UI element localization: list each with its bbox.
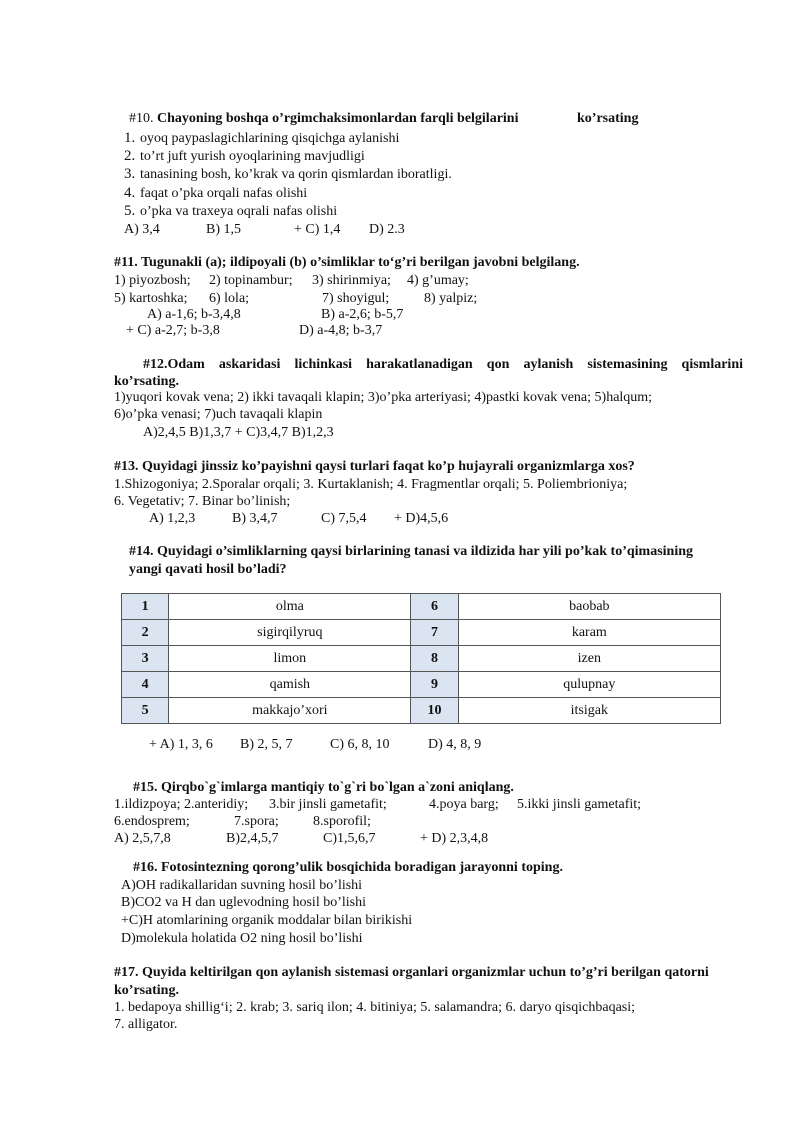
q11-option-a: A) a-1,6; b-3,4,8 <box>147 307 241 322</box>
q11-item: 4) g’umay; <box>407 273 469 288</box>
q12-options: A)2,4,5 B)1,3,7 + C)3,4,7 B)1,2,3 <box>143 425 334 440</box>
q14-option-b: B) 2, 5, 7 <box>240 737 293 752</box>
table-cell-plant: izen <box>458 646 720 672</box>
table-row <box>122 698 721 724</box>
q13-body: 6. Vegetativ; 7. Binar bo’linish; <box>114 494 291 509</box>
q12-body: 1)yuqori kovak vena; 2) ikki tavaqali klapin; 3)o’pka arteriyasi; 4)pastki kovak vena; 5)halqum; <box>114 390 653 405</box>
q17-title: #17. Quyida keltirilgan qon aylanish sistemasi organlari organizmlar uchun to’g’ri berilgan qatorni <box>114 965 709 980</box>
q11-option-c: + C) a-2,7; b-3,8 <box>126 323 220 338</box>
q12-title-cont: ko’rsating. <box>114 374 179 389</box>
q11-option-d: D) a-4,8; b-3,7 <box>299 323 383 338</box>
table-cell-plant: baobab <box>458 594 720 620</box>
q17-title-cont: ko’rsating. <box>114 983 179 998</box>
q14-title: #14. Quyidagi o’simliklarning qaysi birlarining tanasi va ildizida har yili po’kak to’qimasining <box>129 544 694 559</box>
q11-option-b: B) a-2,6; b-5,7 <box>321 307 404 322</box>
table-cell-plant: qamish <box>169 672 411 698</box>
q11-item: 6) lola; <box>209 291 250 306</box>
q12-title: #12.Odam askaridasi lichinkasi harakatlanadigan qon aylanish sistemasining qismlarini <box>143 357 743 372</box>
q13-option-b: B) 3,4,7 <box>232 511 278 526</box>
table-cell-number: 2 <box>122 620 169 646</box>
q15-option-b: B)2,4,5,7 <box>226 831 279 846</box>
table-cell-plant: qulupnay <box>458 672 720 698</box>
q15-option-a: A) 2,5,7,8 <box>114 831 171 846</box>
q10-number: #10. <box>129 111 154 126</box>
q15-title: #15. Qirqbo`g`imlarga mantiqiy to`g`ri bo`lgan a`zoni aniqlang. <box>133 780 514 795</box>
q15-option-d: + D) 2,3,4,8 <box>420 831 489 846</box>
q17-body: 1. bedapoya shillig‘i; 2. krab; 3. sariq ilon; 4. bitiniya; 5. salamandra; 6. daryo qisqichbaqasi; <box>114 1000 636 1015</box>
table-cell-plant: sigirqilyruq <box>169 620 411 646</box>
table-row <box>122 594 721 620</box>
q15-item: 1.ildizpoya; 2.anteridiy; <box>114 797 249 812</box>
q16-option-a: A)OH radikallaridan suvning hosil bo’lishi <box>121 878 363 893</box>
q16-option-c: +C)H atomlarining organik moddalar bilan birikishi <box>121 913 413 928</box>
table-row <box>122 620 721 646</box>
q10-title-text: Chayoning boshqa o’rgimchaksimonlardan farqli belgilarini <box>157 111 519 126</box>
q11-item: 8) yalpiz; <box>424 291 478 306</box>
q15-item: 6.endosprem; <box>114 814 190 829</box>
q15-option-c: C)1,5,6,7 <box>323 831 376 846</box>
q14-option-a: + A) 1, 3, 6 <box>149 737 213 752</box>
q14-option-d: D) 4, 8, 9 <box>428 737 482 752</box>
table-cell-number: 1 <box>122 594 169 620</box>
table-cell-plant: olma <box>169 594 411 620</box>
q10-item: 1. oyoq paypaslagichlarining qisqichga aylanishi <box>124 130 400 146</box>
table-row <box>122 646 721 672</box>
q15-item: 4.poya barg; <box>429 797 499 812</box>
q11-title: #11. Tugunakli (a); ildipoyali (b) o’simliklar to‘g’ri berilgan javobni belgilang. <box>114 255 580 270</box>
table-cell-number: 10 <box>411 698 458 724</box>
table-cell-number: 7 <box>411 620 458 646</box>
q10-option-c: + C) 1,4 <box>294 222 341 237</box>
q11-item: 1) piyozbosh; <box>114 273 191 288</box>
table-cell-number: 9 <box>411 672 458 698</box>
table-cell-number: 5 <box>122 698 169 724</box>
q10-option-a: A) 3,4 <box>124 222 160 237</box>
table-cell-plant: limon <box>169 646 411 672</box>
q13-option-a: A) 1,2,3 <box>149 511 196 526</box>
q17-body: 7. alligator. <box>114 1017 178 1032</box>
table-cell-number: 8 <box>411 646 458 672</box>
q10-option-d: D) 2.3 <box>369 222 405 237</box>
q11-item: 5) kartoshka; <box>114 291 188 306</box>
q16-title: #16. Fotosintezning qorong’ulik bosqichida boradigan jarayonni toping. <box>133 860 563 875</box>
table-cell-plant: itsigak <box>458 698 720 724</box>
q12-body: 6)o’pka venasi; 7)uch tavaqali klapin <box>114 407 323 422</box>
q13-body: 1.Shizogoniya; 2.Sporalar orqali; 3. Kurtaklanish; 4. Fragmentlar orqali; 5. Poliembrioniya; <box>114 477 628 492</box>
q14-option-c: C) 6, 8, 10 <box>330 737 390 752</box>
table-cell-number: 6 <box>411 594 458 620</box>
q11-item: 3) shirinmiya; <box>312 273 391 288</box>
q15-item: 8.sporofil; <box>313 814 371 829</box>
q15-item: 3.bir jinsli gametafit; <box>269 797 387 812</box>
table-cell-number: 4 <box>122 672 169 698</box>
q10-item: 2. to’rt juft yurish oyoqlarining mavjudligi <box>124 148 365 164</box>
q10-title-tail: ko’rsating <box>577 111 639 126</box>
table-row <box>122 672 721 698</box>
q13-option-d: + D)4,5,6 <box>394 511 449 526</box>
q14-title-cont: yangi qavati hosil bo’ladi? <box>129 562 287 577</box>
q11-item: 7) shoyigul; <box>322 291 390 306</box>
q10-option-b: B) 1,5 <box>206 222 241 237</box>
q15-item: 7.spora; <box>234 814 279 829</box>
table-cell-plant: makkajo’xori <box>169 698 411 724</box>
q15-item: 5.ikki jinsli gametafit; <box>517 797 642 812</box>
q10-title <box>129 110 518 128</box>
q10-item: 3. tanasining bosh, ko’krak va qorin qismlardan iboratligi. <box>124 166 452 182</box>
q13-title: #13. Quyidagi jinssiz ko’payishni qaysi turlari faqat ko’p hujayrali organizmlarga xos? <box>114 459 635 474</box>
q14-plant-table <box>121 593 721 724</box>
q10-item: 5. o’pka va traxeya oqrali nafas olishi <box>124 203 338 219</box>
q13-option-c: C) 7,5,4 <box>321 511 367 526</box>
q10-item: 4. faqat o’pka orqali nafas olishi <box>124 185 308 201</box>
q16-option-b: B)CO2 va H dan uglevodning hosil bo’lishi <box>121 895 366 910</box>
q11-item: 2) topinambur; <box>209 273 293 288</box>
table-cell-number: 3 <box>122 646 169 672</box>
q16-option-d: D)molekula holatida O2 ning hosil bo’lishi <box>121 931 363 946</box>
table-cell-plant: karam <box>458 620 720 646</box>
